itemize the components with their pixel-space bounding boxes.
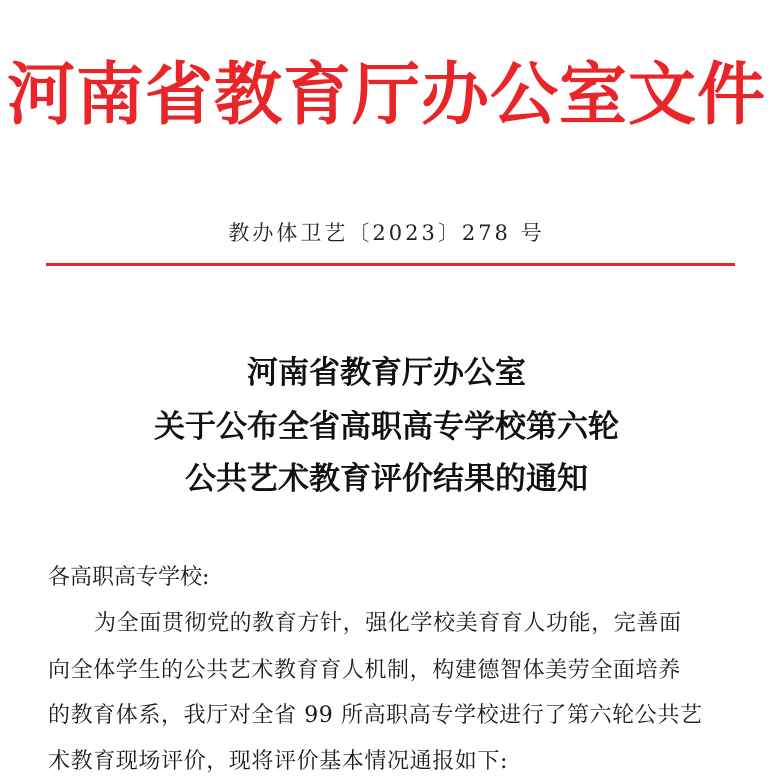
body-line-2: 向全体学生的公共艺术教育育人机制，构建德智体美劳全面培养: [48, 658, 681, 683]
body-line-3: 的教育体系，我厅对全省 99 所高职高专学校进行了第六轮公共艺: [48, 703, 703, 728]
body-line-4: 术教育现场评价，现将评价基本情况通报如下:: [48, 749, 509, 774]
body-line-1: 为全面贯彻党的教育方针，强化学校美育育人功能，完善面: [94, 611, 682, 636]
notice-title-line-2: 关于公布全省高职高专学校第六轮: [154, 409, 619, 445]
notice-title-line-1: 河南省教育厅办公室: [247, 355, 526, 391]
salutation: 各高职高专学校:: [48, 565, 210, 590]
document-number: 教办体卫艺〔2023〕278 号: [228, 221, 545, 245]
masthead-title: 河南省教育厅办公室文件: [6, 56, 766, 135]
red-divider-line: [46, 263, 735, 266]
notice-title-line-3: 公共艺术教育评价结果的通知: [185, 461, 588, 497]
